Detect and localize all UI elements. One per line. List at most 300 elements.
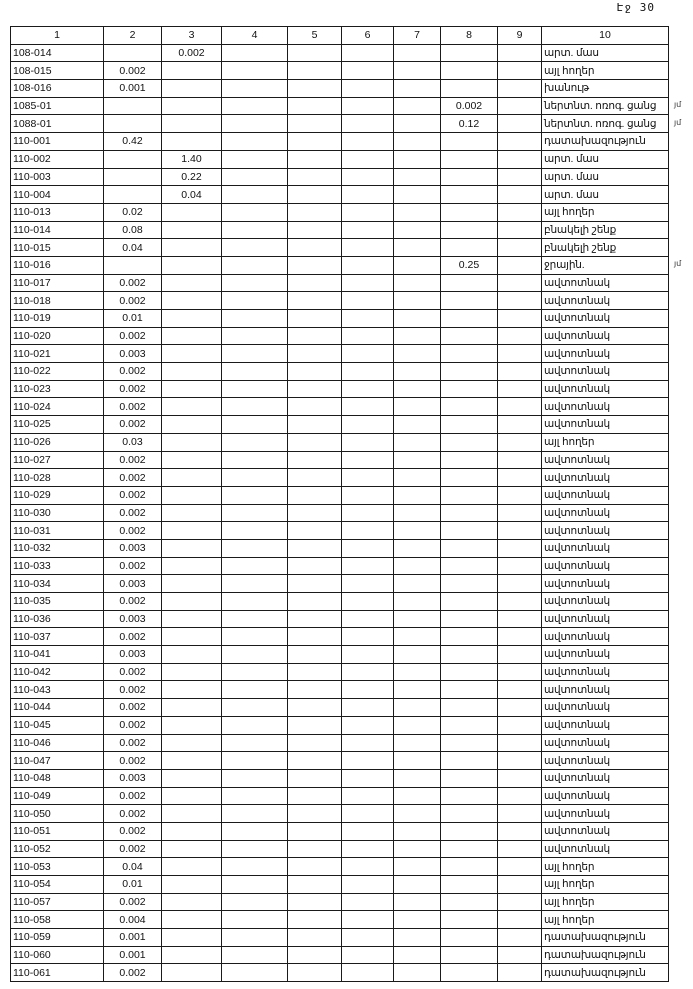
parcel-code-cell: 108-016 <box>11 80 104 98</box>
empty-cell <box>222 539 288 557</box>
empty-cell <box>342 80 394 98</box>
empty-cell <box>498 787 542 805</box>
land-use-cell: ավտոտնակ <box>542 451 669 469</box>
area-col8-cell <box>441 44 498 62</box>
parcel-code-cell: 110-059 <box>11 929 104 947</box>
empty-cell <box>498 310 542 328</box>
area-col2-cell: 0.001 <box>104 929 162 947</box>
area-col8-cell <box>441 292 498 310</box>
area-col2-cell: 0.002 <box>104 363 162 381</box>
area-col2-cell: 0.002 <box>104 822 162 840</box>
area-col8-cell <box>441 734 498 752</box>
table-row <box>11 805 669 823</box>
empty-cell <box>342 239 394 257</box>
empty-cell <box>288 575 342 593</box>
land-use-cell: ջրային. <box>542 256 669 274</box>
land-use-cell: ավտոտնակ <box>542 805 669 823</box>
table-row <box>11 327 669 345</box>
area-col2-cell <box>104 256 162 274</box>
land-use-cell: ավտոտնակ <box>542 486 669 504</box>
area-col8-cell <box>441 822 498 840</box>
empty-cell <box>498 876 542 894</box>
area-col3-cell <box>162 805 222 823</box>
land-use-cell: արտ. մաս <box>542 186 669 204</box>
empty-cell <box>394 451 441 469</box>
area-col8-cell <box>441 186 498 204</box>
empty-cell <box>342 486 394 504</box>
empty-cell <box>498 186 542 204</box>
area-col3-cell <box>162 822 222 840</box>
area-col8-cell <box>441 133 498 151</box>
empty-cell <box>288 734 342 752</box>
table-row <box>11 858 669 876</box>
area-col2-cell: 0.002 <box>104 805 162 823</box>
empty-cell <box>342 663 394 681</box>
empty-cell <box>222 752 288 770</box>
empty-cell <box>394 946 441 964</box>
empty-cell <box>222 663 288 681</box>
empty-cell <box>394 681 441 699</box>
land-use-cell: այլ հողեր <box>542 876 669 894</box>
area-col8-cell <box>441 239 498 257</box>
empty-cell <box>394 893 441 911</box>
area-col3-cell <box>162 610 222 628</box>
empty-cell <box>222 292 288 310</box>
area-col8-cell <box>441 946 498 964</box>
parcel-code-cell: 110-049 <box>11 787 104 805</box>
empty-cell <box>342 433 394 451</box>
table-row <box>11 522 669 540</box>
empty-cell <box>222 557 288 575</box>
table-row <box>11 504 669 522</box>
area-col8-cell <box>441 327 498 345</box>
area-col3-cell <box>162 504 222 522</box>
empty-cell <box>288 44 342 62</box>
table-row <box>11 575 669 593</box>
land-use-cell: ավտոտնակ <box>542 469 669 487</box>
parcel-code-cell: 110-042 <box>11 663 104 681</box>
column-header: 1 <box>11 27 104 45</box>
land-use-cell: ավտոտնակ <box>542 504 669 522</box>
empty-cell <box>288 97 342 115</box>
empty-cell <box>288 186 342 204</box>
area-col3-cell <box>162 62 222 80</box>
area-col8-cell <box>441 433 498 451</box>
empty-cell <box>222 133 288 151</box>
parcel-code-cell: 110-047 <box>11 752 104 770</box>
land-use-cell: ավտոտնակ <box>542 593 669 611</box>
empty-cell <box>288 469 342 487</box>
empty-cell <box>222 805 288 823</box>
area-col3-cell <box>162 787 222 805</box>
table-row <box>11 610 669 628</box>
empty-cell <box>222 274 288 292</box>
parcel-code-cell: 110-035 <box>11 593 104 611</box>
empty-cell <box>498 893 542 911</box>
area-col3-cell <box>162 557 222 575</box>
area-col2-cell: 0.42 <box>104 133 162 151</box>
empty-cell <box>498 256 542 274</box>
empty-cell <box>498 822 542 840</box>
empty-cell <box>498 469 542 487</box>
table-row <box>11 203 669 221</box>
empty-cell <box>342 964 394 982</box>
empty-cell <box>498 133 542 151</box>
column-header: 10 <box>542 27 669 45</box>
column-header: 9 <box>498 27 542 45</box>
area-col3-cell: 0.22 <box>162 168 222 186</box>
parcel-code-cell: 110-032 <box>11 539 104 557</box>
area-col2-cell: 0.003 <box>104 575 162 593</box>
empty-cell <box>498 380 542 398</box>
table-row <box>11 628 669 646</box>
area-col2-cell: 0.002 <box>104 681 162 699</box>
land-use-cell: ավտոտնակ <box>542 699 669 717</box>
land-use-cell: այլ հողեր <box>542 203 669 221</box>
parcel-code-cell: 110-044 <box>11 699 104 717</box>
empty-cell <box>498 628 542 646</box>
empty-cell <box>498 699 542 717</box>
parcel-code-cell: 110-016 <box>11 256 104 274</box>
empty-cell <box>222 911 288 929</box>
empty-cell <box>394 822 441 840</box>
empty-cell <box>222 62 288 80</box>
empty-cell <box>288 292 342 310</box>
empty-cell <box>222 310 288 328</box>
area-col2-cell: 0.002 <box>104 840 162 858</box>
empty-cell <box>342 44 394 62</box>
parcel-code-cell: 1088-01 <box>11 115 104 133</box>
table-row <box>11 699 669 717</box>
land-use-cell: ավտոտնակ <box>542 734 669 752</box>
area-col8-cell <box>441 575 498 593</box>
table-row <box>11 345 669 363</box>
empty-cell <box>394 380 441 398</box>
land-use-cell: դատախազություն <box>542 964 669 982</box>
empty-cell <box>288 893 342 911</box>
empty-cell <box>342 451 394 469</box>
table-row <box>11 451 669 469</box>
table-row <box>11 557 669 575</box>
empty-cell <box>394 858 441 876</box>
area-col3-cell <box>162 203 222 221</box>
table-header-row <box>11 27 669 45</box>
empty-cell <box>288 504 342 522</box>
empty-cell <box>222 575 288 593</box>
empty-cell <box>342 398 394 416</box>
land-use-cell: այլ հողեր <box>542 893 669 911</box>
land-use-cell: այլ հողեր <box>542 62 669 80</box>
empty-cell <box>498 486 542 504</box>
empty-cell <box>288 769 342 787</box>
empty-cell <box>342 274 394 292</box>
area-col3-cell <box>162 469 222 487</box>
empty-cell <box>222 840 288 858</box>
empty-cell <box>394 911 441 929</box>
area-col8-cell <box>441 752 498 770</box>
empty-cell <box>288 858 342 876</box>
land-use-cell: ավտոտնակ <box>542 363 669 381</box>
area-col3-cell <box>162 380 222 398</box>
margin-mark: յմ <box>674 259 682 269</box>
empty-cell <box>342 681 394 699</box>
area-col2-cell: 0.003 <box>104 610 162 628</box>
area-col2-cell: 0.003 <box>104 539 162 557</box>
area-col2-cell: 0.002 <box>104 663 162 681</box>
empty-cell <box>394 575 441 593</box>
empty-cell <box>288 716 342 734</box>
land-use-cell: ավտոտնակ <box>542 310 669 328</box>
margin-mark: յմ <box>674 117 682 127</box>
area-col8-cell <box>441 610 498 628</box>
area-col8-cell <box>441 62 498 80</box>
table-row <box>11 310 669 328</box>
area-col8-cell <box>441 893 498 911</box>
land-use-cell: ավտոտնակ <box>542 787 669 805</box>
parcel-code-cell: 110-033 <box>11 557 104 575</box>
land-use-cell: արտ. մաս <box>542 150 669 168</box>
column-header: 7 <box>394 27 441 45</box>
parcel-code-cell: 110-029 <box>11 486 104 504</box>
table-row <box>11 469 669 487</box>
empty-cell <box>394 239 441 257</box>
empty-cell <box>342 62 394 80</box>
area-col3-cell <box>162 221 222 239</box>
parcel-code-cell: 110-057 <box>11 893 104 911</box>
table-row <box>11 380 669 398</box>
area-col2-cell: 0.01 <box>104 310 162 328</box>
empty-cell <box>288 646 342 664</box>
table-row <box>11 150 669 168</box>
land-use-cell: այլ հողեր <box>542 858 669 876</box>
table-row <box>11 221 669 239</box>
area-col2-cell: 0.002 <box>104 557 162 575</box>
area-col8-cell <box>441 646 498 664</box>
parcel-code-cell: 110-019 <box>11 310 104 328</box>
parcel-code-cell: 110-050 <box>11 805 104 823</box>
land-use-cell: խանութ <box>542 80 669 98</box>
empty-cell <box>222 893 288 911</box>
area-col2-cell: 0.002 <box>104 593 162 611</box>
area-col8-cell <box>441 539 498 557</box>
empty-cell <box>342 787 394 805</box>
table-row <box>11 929 669 947</box>
empty-cell <box>288 133 342 151</box>
empty-cell <box>498 433 542 451</box>
parcel-code-cell: 110-028 <box>11 469 104 487</box>
empty-cell <box>288 911 342 929</box>
area-col8-cell <box>441 805 498 823</box>
empty-cell <box>222 858 288 876</box>
empty-cell <box>288 327 342 345</box>
empty-cell <box>222 716 288 734</box>
parcel-code-cell: 110-054 <box>11 876 104 894</box>
empty-cell <box>498 239 542 257</box>
empty-cell <box>288 451 342 469</box>
empty-cell <box>498 575 542 593</box>
area-col3-cell <box>162 663 222 681</box>
empty-cell <box>342 557 394 575</box>
area-col2-cell: 0.002 <box>104 699 162 717</box>
empty-cell <box>394 787 441 805</box>
area-col8-cell <box>441 769 498 787</box>
area-col8-cell <box>441 929 498 947</box>
empty-cell <box>394 62 441 80</box>
empty-cell <box>498 221 542 239</box>
parcel-code-cell: 110-030 <box>11 504 104 522</box>
empty-cell <box>288 168 342 186</box>
empty-cell <box>222 186 288 204</box>
empty-cell <box>394 734 441 752</box>
area-col3-cell <box>162 486 222 504</box>
empty-cell <box>222 380 288 398</box>
land-use-cell: ավտոտնակ <box>542 522 669 540</box>
empty-cell <box>342 593 394 611</box>
empty-cell <box>222 345 288 363</box>
empty-cell <box>222 203 288 221</box>
parcel-code-cell: 1085-01 <box>11 97 104 115</box>
land-use-cell: բնակելի շենք <box>542 221 669 239</box>
land-use-cell: ավտոտնակ <box>542 769 669 787</box>
empty-cell <box>222 327 288 345</box>
area-col2-cell: 0.002 <box>104 522 162 540</box>
empty-cell <box>222 681 288 699</box>
area-col2-cell <box>104 168 162 186</box>
area-col2-cell: 0.002 <box>104 486 162 504</box>
table-row <box>11 716 669 734</box>
area-col3-cell: 0.04 <box>162 186 222 204</box>
empty-cell <box>288 433 342 451</box>
empty-cell <box>498 416 542 434</box>
empty-cell <box>342 345 394 363</box>
area-col2-cell: 0.002 <box>104 451 162 469</box>
empty-cell <box>394 876 441 894</box>
area-col2-cell: 0.02 <box>104 203 162 221</box>
empty-cell <box>222 787 288 805</box>
empty-cell <box>394 628 441 646</box>
table-row <box>11 840 669 858</box>
area-col2-cell: 0.002 <box>104 469 162 487</box>
empty-cell <box>394 203 441 221</box>
area-col8-cell <box>441 469 498 487</box>
empty-cell <box>394 292 441 310</box>
margin-mark: յմ <box>674 100 682 110</box>
table-row <box>11 292 669 310</box>
empty-cell <box>288 752 342 770</box>
empty-cell <box>288 115 342 133</box>
area-col2-cell <box>104 97 162 115</box>
empty-cell <box>342 893 394 911</box>
empty-cell <box>288 363 342 381</box>
column-header: 4 <box>222 27 288 45</box>
empty-cell <box>288 929 342 947</box>
parcel-code-cell: 110-045 <box>11 716 104 734</box>
area-col2-cell: 0.04 <box>104 858 162 876</box>
parcel-code-cell: 110-021 <box>11 345 104 363</box>
area-col3-cell <box>162 256 222 274</box>
empty-cell <box>394 44 441 62</box>
empty-cell <box>288 221 342 239</box>
area-col3-cell <box>162 929 222 947</box>
empty-cell <box>288 628 342 646</box>
area-col8-cell <box>441 858 498 876</box>
area-col2-cell: 0.01 <box>104 876 162 894</box>
land-use-cell: դատախազություն <box>542 946 669 964</box>
parcel-code-cell: 110-036 <box>11 610 104 628</box>
area-col3-cell <box>162 946 222 964</box>
area-col2-cell: 0.002 <box>104 964 162 982</box>
area-col3-cell <box>162 964 222 982</box>
empty-cell <box>342 716 394 734</box>
empty-cell <box>222 80 288 98</box>
table-row <box>11 946 669 964</box>
empty-cell <box>394 557 441 575</box>
area-col2-cell: 0.003 <box>104 646 162 664</box>
area-col3-cell <box>162 769 222 787</box>
column-header: 6 <box>342 27 394 45</box>
land-use-cell: բնակելի շենք <box>542 239 669 257</box>
empty-cell <box>222 522 288 540</box>
area-col8-cell <box>441 203 498 221</box>
empty-cell <box>288 876 342 894</box>
empty-cell <box>394 504 441 522</box>
area-col3-cell <box>162 416 222 434</box>
area-col2-cell: 0.002 <box>104 752 162 770</box>
column-header: 8 <box>441 27 498 45</box>
parcel-code-cell: 110-025 <box>11 416 104 434</box>
empty-cell <box>222 699 288 717</box>
empty-cell <box>342 256 394 274</box>
empty-cell <box>222 610 288 628</box>
empty-cell <box>222 256 288 274</box>
empty-cell <box>498 858 542 876</box>
area-col3-cell <box>162 97 222 115</box>
area-col3-cell <box>162 522 222 540</box>
empty-cell <box>222 115 288 133</box>
parcel-code-cell: 110-017 <box>11 274 104 292</box>
area-col8-cell: 0.12 <box>441 115 498 133</box>
empty-cell <box>394 186 441 204</box>
empty-cell <box>288 663 342 681</box>
empty-cell <box>498 610 542 628</box>
area-col2-cell: 0.002 <box>104 380 162 398</box>
table-row <box>11 964 669 982</box>
empty-cell <box>222 433 288 451</box>
area-col8-cell <box>441 593 498 611</box>
empty-cell <box>394 539 441 557</box>
area-col3-cell <box>162 363 222 381</box>
empty-cell <box>394 115 441 133</box>
parcel-code-cell: 110-034 <box>11 575 104 593</box>
empty-cell <box>222 451 288 469</box>
area-col2-cell <box>104 186 162 204</box>
area-col8-cell <box>441 787 498 805</box>
area-col8-cell <box>441 486 498 504</box>
land-use-cell: ավտոտնակ <box>542 557 669 575</box>
empty-cell <box>288 150 342 168</box>
empty-cell <box>342 504 394 522</box>
table-row <box>11 44 669 62</box>
area-col3-cell <box>162 575 222 593</box>
empty-cell <box>288 840 342 858</box>
empty-cell <box>288 203 342 221</box>
land-use-cell: դատախազություն <box>542 133 669 151</box>
area-col8-cell <box>441 80 498 98</box>
empty-cell <box>222 593 288 611</box>
area-col3-cell <box>162 80 222 98</box>
empty-cell <box>288 310 342 328</box>
empty-cell <box>498 557 542 575</box>
